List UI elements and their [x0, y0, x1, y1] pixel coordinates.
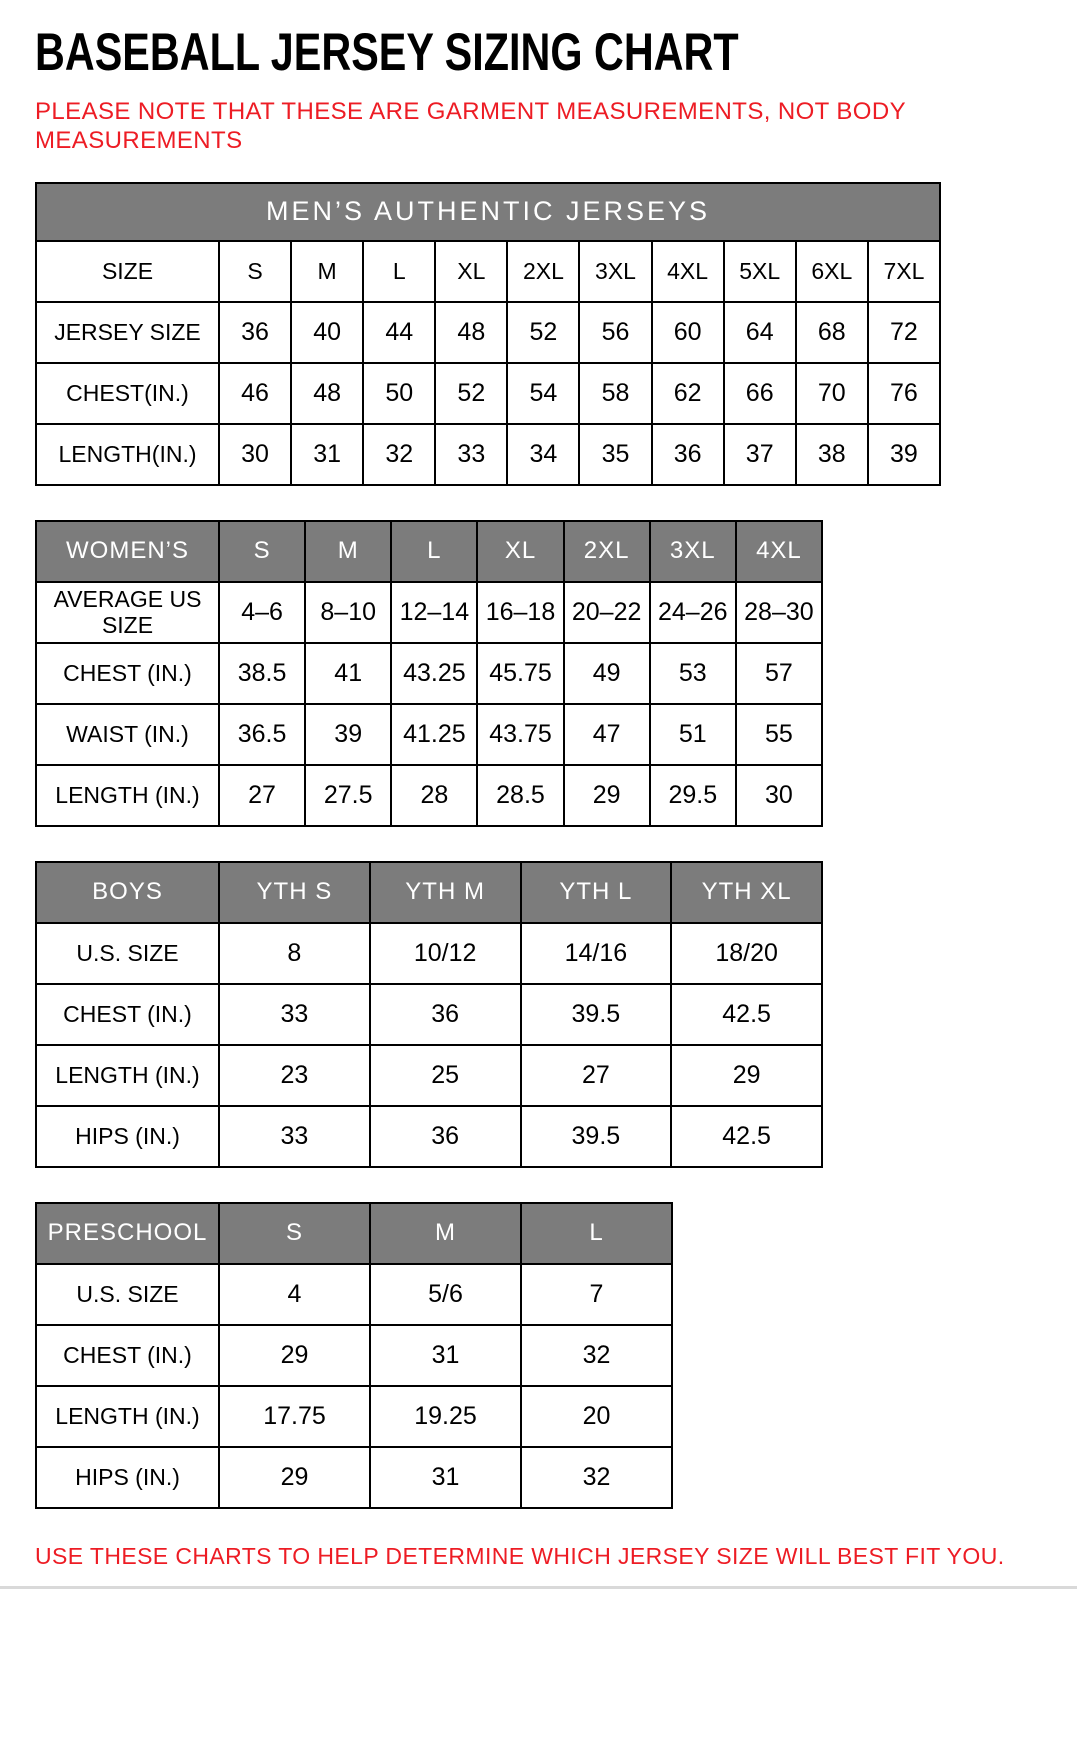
- column-header: 2XL: [564, 521, 650, 582]
- data-cell: 28.5: [477, 765, 563, 826]
- data-cell: 39: [868, 424, 940, 485]
- table-row: [36, 923, 822, 984]
- row-label: JERSEY SIZE: [36, 302, 219, 363]
- data-cell: 41: [305, 643, 391, 704]
- data-cell: 44: [363, 302, 435, 363]
- garment-measurement-note: PLEASE NOTE THAT THESE ARE GARMENT MEASUREMENTS, NOT BODY MEASUREMENTS: [35, 98, 906, 155]
- data-cell: 52: [507, 302, 579, 363]
- row-label: CHEST(IN.): [36, 363, 219, 424]
- boys-sizing-table: [35, 861, 1042, 1168]
- row-label: AVERAGE US SIZE: [36, 582, 219, 643]
- column-header: 2XL: [507, 241, 579, 302]
- data-cell: 54: [507, 363, 579, 424]
- data-cell: 41.25: [391, 704, 477, 765]
- data-cell: 38.5: [219, 643, 305, 704]
- data-cell: 16–18: [477, 582, 563, 643]
- data-cell: 28–30: [736, 582, 822, 643]
- data-cell: 8: [219, 923, 370, 984]
- data-cell: 10/12: [370, 923, 521, 984]
- column-header: YTH XL: [671, 862, 822, 923]
- data-cell: 35: [579, 424, 651, 485]
- data-cell: 62: [652, 363, 724, 424]
- table-category-label: SIZE: [36, 241, 219, 302]
- row-label: LENGTH (IN.): [36, 1386, 219, 1447]
- data-cell: 30: [219, 424, 291, 485]
- table-category-label: BOYS: [36, 862, 219, 923]
- data-cell: 14/16: [521, 923, 672, 984]
- table-row: [36, 704, 822, 765]
- data-cell: 32: [363, 424, 435, 485]
- data-cell: 20: [521, 1386, 672, 1447]
- data-cell: 72: [868, 302, 940, 363]
- data-cell: 39.5: [521, 984, 672, 1045]
- table-category-label: PRESCHOOL: [36, 1203, 219, 1264]
- mens-authentic-jerseys-table: [35, 182, 1042, 486]
- data-cell: 51: [650, 704, 736, 765]
- data-cell: 64: [724, 302, 796, 363]
- data-cell: 20–22: [564, 582, 650, 643]
- data-cell: 36.5: [219, 704, 305, 765]
- data-cell: 27: [521, 1045, 672, 1106]
- column-header: L: [391, 521, 477, 582]
- data-cell: 29: [219, 1447, 370, 1508]
- data-cell: 29: [671, 1045, 822, 1106]
- column-header: S: [219, 241, 291, 302]
- column-header: XL: [477, 521, 563, 582]
- data-cell: 43.75: [477, 704, 563, 765]
- row-label: U.S. SIZE: [36, 1264, 219, 1325]
- data-cell: 47: [564, 704, 650, 765]
- data-cell: 33: [435, 424, 507, 485]
- data-cell: 30: [736, 765, 822, 826]
- data-cell: 39: [305, 704, 391, 765]
- data-cell: 60: [652, 302, 724, 363]
- row-label: CHEST (IN.): [36, 1325, 219, 1386]
- data-cell: 55: [736, 704, 822, 765]
- row-label: LENGTH (IN.): [36, 765, 219, 826]
- data-cell: 45.75: [477, 643, 563, 704]
- data-cell: 28: [391, 765, 477, 826]
- column-header: 4XL: [736, 521, 822, 582]
- data-cell: 19.25: [370, 1386, 521, 1447]
- data-cell: 48: [291, 363, 363, 424]
- column-header: YTH L: [521, 862, 672, 923]
- table-category-label: WOMEN’S: [36, 521, 219, 582]
- boys-grid: [35, 861, 823, 1168]
- data-cell: 27: [219, 765, 305, 826]
- data-cell: 58: [579, 363, 651, 424]
- column-header: 6XL: [796, 241, 868, 302]
- column-header: 4XL: [652, 241, 724, 302]
- column-header: M: [370, 1203, 521, 1264]
- data-cell: 36: [219, 302, 291, 363]
- data-cell: 56: [579, 302, 651, 363]
- data-cell: 49: [564, 643, 650, 704]
- data-cell: 25: [370, 1045, 521, 1106]
- data-cell: 36: [370, 984, 521, 1045]
- column-header: S: [219, 1203, 370, 1264]
- row-label: HIPS (IN.): [36, 1447, 219, 1508]
- column-header: 7XL: [868, 241, 940, 302]
- table-row: [36, 984, 822, 1045]
- column-header: YTH M: [370, 862, 521, 923]
- womens-sizing-table: [35, 520, 1042, 827]
- row-label: HIPS (IN.): [36, 1106, 219, 1167]
- column-header: L: [521, 1203, 672, 1264]
- data-cell: 43.25: [391, 643, 477, 704]
- data-cell: 27.5: [305, 765, 391, 826]
- data-cell: 68: [796, 302, 868, 363]
- data-cell: 42.5: [671, 1106, 822, 1167]
- bottom-divider: [0, 1586, 1077, 1589]
- row-label: WAIST (IN.): [36, 704, 219, 765]
- mens-authentic-jerseys-grid: [35, 182, 941, 486]
- table-row: [36, 363, 940, 424]
- data-cell: 17.75: [219, 1386, 370, 1447]
- footer-note: USE THESE CHARTS TO HELP DETERMINE WHICH JERSEY SIZE WILL BEST FIT YOU.: [35, 1542, 1005, 1569]
- data-cell: 33: [219, 984, 370, 1045]
- column-header: 3XL: [579, 241, 651, 302]
- row-label: CHEST (IN.): [36, 984, 219, 1045]
- data-cell: 34: [507, 424, 579, 485]
- column-header: M: [305, 521, 391, 582]
- data-cell: 36: [370, 1106, 521, 1167]
- table-row: [36, 1045, 822, 1106]
- data-cell: 66: [724, 363, 796, 424]
- womens-grid: [35, 520, 823, 827]
- preschool-grid: [35, 1202, 673, 1509]
- data-cell: 7: [521, 1264, 672, 1325]
- table-row: [36, 1106, 822, 1167]
- row-label: LENGTH(IN.): [36, 424, 219, 485]
- data-cell: 31: [370, 1447, 521, 1508]
- row-label: CHEST (IN.): [36, 643, 219, 704]
- data-cell: 12–14: [391, 582, 477, 643]
- data-cell: 29.5: [650, 765, 736, 826]
- table-row: [36, 1386, 672, 1447]
- data-cell: 70: [796, 363, 868, 424]
- data-cell: 31: [370, 1325, 521, 1386]
- table-row: [36, 1325, 672, 1386]
- data-cell: 40: [291, 302, 363, 363]
- data-cell: 29: [219, 1325, 370, 1386]
- data-cell: 29: [564, 765, 650, 826]
- table-row: [36, 1447, 672, 1508]
- data-cell: 31: [291, 424, 363, 485]
- data-cell: 57: [736, 643, 822, 704]
- data-cell: 32: [521, 1447, 672, 1508]
- column-header: YTH S: [219, 862, 370, 923]
- data-cell: 23: [219, 1045, 370, 1106]
- data-cell: 36: [652, 424, 724, 485]
- data-cell: 33: [219, 1106, 370, 1167]
- data-cell: 53: [650, 643, 736, 704]
- column-header: L: [363, 241, 435, 302]
- preschool-sizing-table: [35, 1202, 1042, 1509]
- column-header: 3XL: [650, 521, 736, 582]
- data-cell: 24–26: [650, 582, 736, 643]
- data-cell: 18/20: [671, 923, 822, 984]
- page-title: BASEBALL JERSEY SIZING CHART: [35, 23, 739, 82]
- row-label: U.S. SIZE: [36, 923, 219, 984]
- data-cell: 4: [219, 1264, 370, 1325]
- data-cell: 76: [868, 363, 940, 424]
- table-row: [36, 582, 822, 643]
- data-cell: 48: [435, 302, 507, 363]
- data-cell: 37: [724, 424, 796, 485]
- table-row: [36, 424, 940, 485]
- data-cell: 38: [796, 424, 868, 485]
- row-label: LENGTH (IN.): [36, 1045, 219, 1106]
- column-header: 5XL: [724, 241, 796, 302]
- table-row: [36, 765, 822, 826]
- data-cell: 4–6: [219, 582, 305, 643]
- column-header: M: [291, 241, 363, 302]
- data-cell: 52: [435, 363, 507, 424]
- data-cell: 42.5: [671, 984, 822, 1045]
- data-cell: 50: [363, 363, 435, 424]
- table-row: [36, 643, 822, 704]
- data-cell: 39.5: [521, 1106, 672, 1167]
- column-header: S: [219, 521, 305, 582]
- table-banner: MEN’S AUTHENTIC JERSEYS: [36, 183, 940, 241]
- table-row: [36, 302, 940, 363]
- data-cell: 46: [219, 363, 291, 424]
- data-cell: 5/6: [370, 1264, 521, 1325]
- column-header: XL: [435, 241, 507, 302]
- data-cell: 32: [521, 1325, 672, 1386]
- table-row: [36, 1264, 672, 1325]
- data-cell: 8–10: [305, 582, 391, 643]
